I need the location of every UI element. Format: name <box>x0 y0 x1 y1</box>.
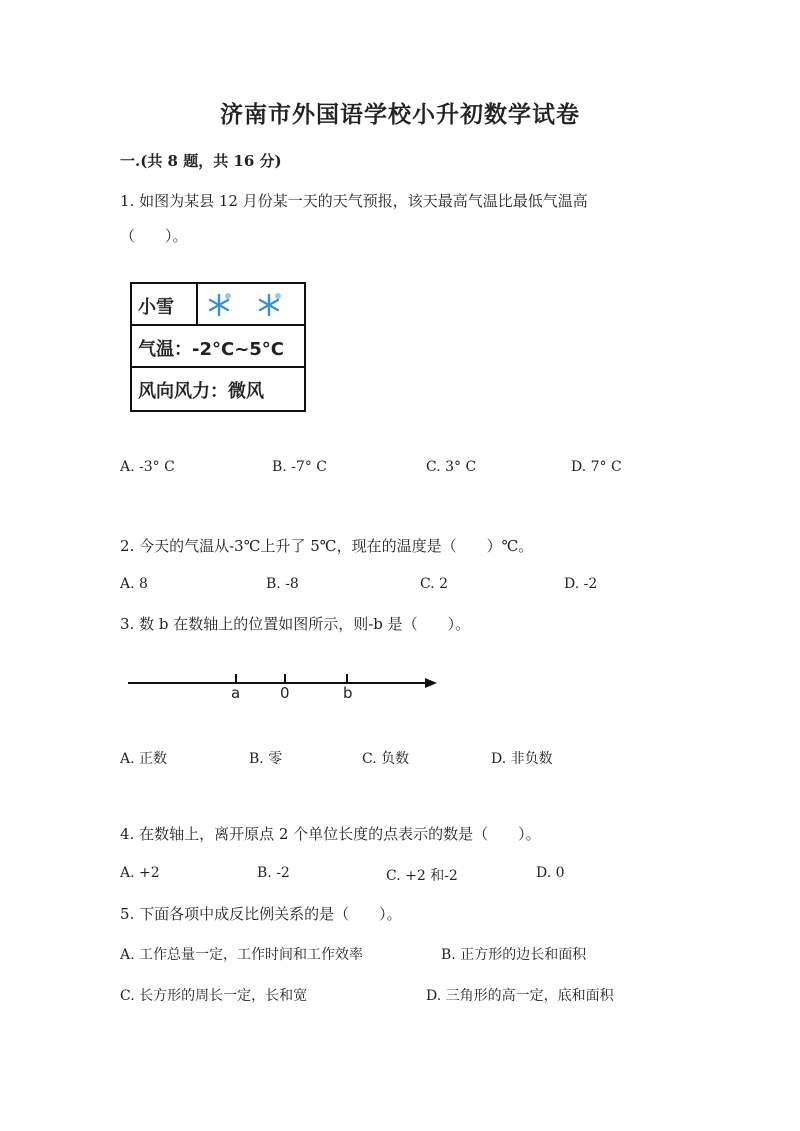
q4-option-c[interactable]: C. +2 和-2 <box>386 868 458 884</box>
question-4-text: 4. 在数轴上，离开原点 2 个单位长度的点表示的数是（ ）。 <box>120 825 541 843</box>
weather-row-temperature <box>132 326 304 368</box>
q1-option-a[interactable]: A. -3° C <box>120 459 175 475</box>
q5-option-d[interactable]: D. 三角形的高一定，底和面积 <box>426 988 614 1004</box>
q3-option-b[interactable]: B. 零 <box>249 751 283 767</box>
snowflake-icon <box>204 290 234 320</box>
q4-option-b[interactable]: B. -2 <box>257 865 290 881</box>
section-heading: 一.(共 8 题，共 16 分) <box>120 152 282 170</box>
weather-forecast-table <box>130 282 306 412</box>
axis-label-b: b <box>343 684 353 702</box>
q1-option-b[interactable]: B. -7° C <box>272 459 327 475</box>
q1-option-c[interactable]: C. 3° C <box>426 459 477 475</box>
q3-option-a[interactable]: A. 正数 <box>120 751 168 767</box>
weather-row-wind <box>132 368 304 410</box>
axis-label-a: a <box>231 684 241 702</box>
q2-option-c[interactable]: C. 2 <box>420 576 449 592</box>
number-line <box>125 668 445 708</box>
q2-option-b[interactable]: B. -8 <box>266 576 299 592</box>
weather-wind: 风向风力：微风 <box>138 381 264 402</box>
weather-row-condition <box>132 284 304 326</box>
q3-option-c[interactable]: C. 负数 <box>362 751 410 767</box>
axis-label-zero: 0 <box>280 684 290 702</box>
q5-option-c[interactable]: C. 长方形的周长一定，长和宽 <box>120 988 308 1004</box>
page-title: 济南市外国语学校小升初数学试卷 <box>220 101 580 128</box>
q5-option-b[interactable]: B. 正方形的边长和面积 <box>441 947 587 963</box>
question-2-text: 2. 今天的气温从-3℃上升了 5℃，现在的温度是（ ）℃。 <box>120 537 534 555</box>
table-divider <box>196 284 198 324</box>
q2-option-d[interactable]: D. -2 <box>564 576 598 592</box>
q4-option-d[interactable]: D. 0 <box>536 865 565 881</box>
snowflake-icon <box>254 290 284 320</box>
q1-option-d[interactable]: D. 7° C <box>571 459 622 475</box>
question-3-text: 3. 数 b 在数轴上的位置如图所示，则-b 是（ ）。 <box>120 615 471 633</box>
q2-option-a[interactable]: A. 8 <box>120 576 148 592</box>
q5-option-a[interactable]: A. 工作总量一定，工作时间和工作效率 <box>120 947 364 963</box>
q4-option-a[interactable]: A. +2 <box>120 865 160 881</box>
question-5-text: 5. 下面各项中成反比例关系的是（ ）。 <box>120 905 402 923</box>
weather-temperature: 气温：-2°C~5°C <box>138 339 285 360</box>
question-1-blank: （ ）。 <box>120 227 188 245</box>
weather-condition-label: 小雪 <box>138 297 174 318</box>
q3-option-d[interactable]: D. 非负数 <box>491 751 553 767</box>
question-1-text: 1. 如图为某县 12 月份某一天的天气预报，该天最高气温比最低气温高 <box>120 192 588 210</box>
